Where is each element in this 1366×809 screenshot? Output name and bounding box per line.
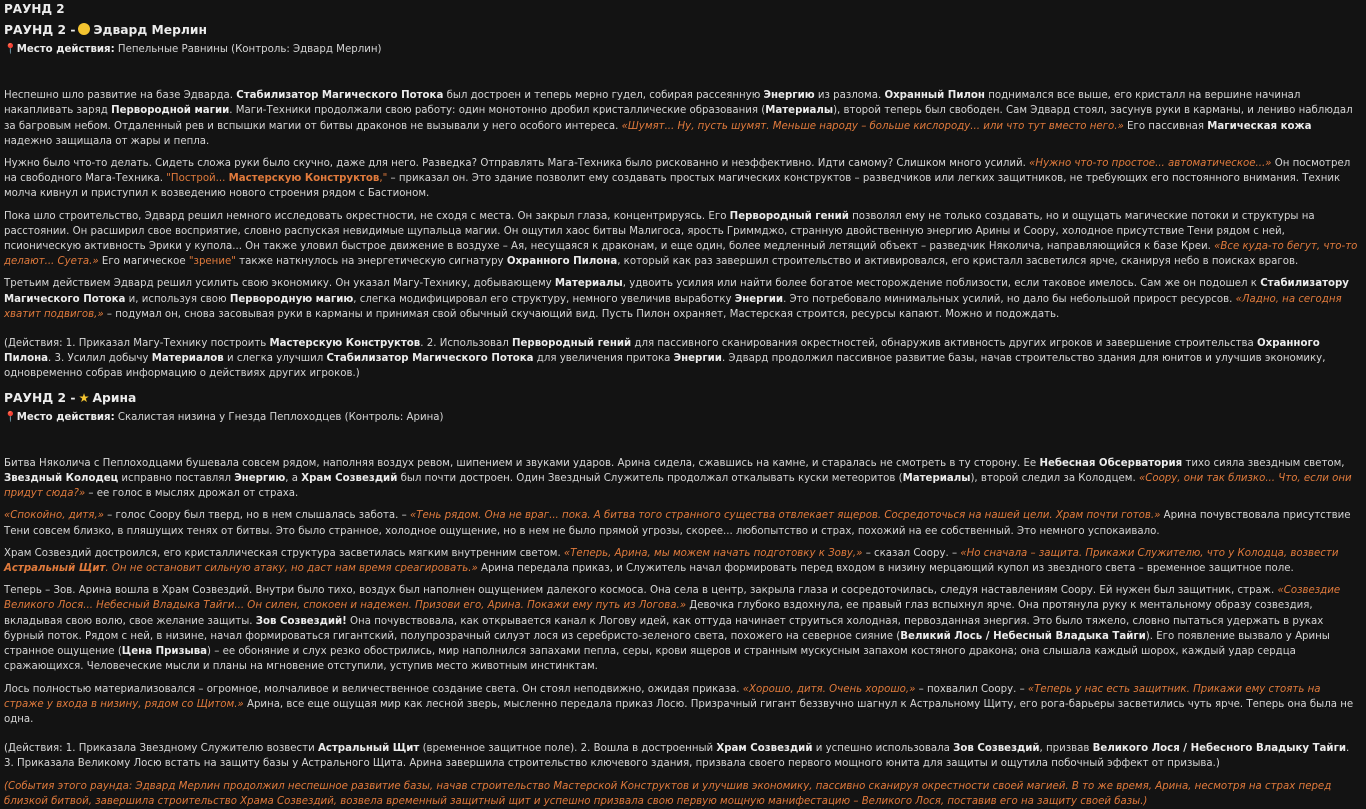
paragraph: Битва Няколича с Пеплоходцами бушевала совсем рядом, наполняя воздух ревом, шипением и звуками ударов. Арина сидела, сжавшись на камне, и старалась не смотреть в ту сторону. Ее Небесная Обсерватория тихо сияла звездным светом, Звездный Колодец исправно поставлял Энергию, а Храм Созвездий был почти достроен. Один Звездный Служитель продолжал откалывать куски метеоритов (Материалы), второй следил за Колодцем. «Соору, они так близко... Что, если они придут сюда?» – ее голос в мыслях дрожал от страха.: [4, 457, 1352, 500]
paragraph: Лось полностью материализовался – огромное, молчаливое и величественное создание света. Он стоял неподвижно, ожидая приказа. «Хорошо, дитя. Очень хорошо,» – похвалил Соору. – «Теперь у нас есть защитник. Прикажи ему стоять на страже у входа в низину, рядом со Щитом.» Арина, все еще ощущая мир как лесной зверь, мысленно передала приказ Лосю. Призрачный гигант беззвучно шагнул к Астральному Щиту, его рога-барьеры засветились чуть ярче. Теперь она была не одна.: [4, 683, 1354, 725]
round-label: РАУНД 2 -: [4, 390, 76, 405]
paragraph: Неспешно шло развитие на базе Эдварда. Стабилизатор Магического Потока был достроен и теперь мерно гудел, собирая рассеянную Энергию из разлома. Охранный Пилон поднимался все выше, его кристалл на вершине начинал накапливать заряд Первородной магии. Маги-Техники продолжали свою работу: один монотонно дробил кристаллические образования (Материалы), второй теперь был свободен. Сам Эдвард стоял, засунув руки в карманы, и лениво наблюдал за багровым небом. Отдаленный рев и вспышки магии от битвы драконов не вызывали у него особого интереса. «Шумят... Ну, пусть шумят. Меньше народу – больше кислороду... или что тут вместо него.» Его пассивная Магическая кожа надежно защищала от жары и пепла.: [4, 90, 1353, 147]
smiley-icon: [78, 23, 90, 35]
actions-paragraph: (Действия: 1. Приказал Магу-Технику построить Мастерскую Конструктов. 2. Использовал Первородный гений для пассивного сканирования окрестностей, обнаружив активность других игроков и завершение строительства Охранного Пилона. 3. Усилил добычу Материалов и слегка улучшил Стабилизатор Магического Потока для увеличения притока Энергии. Эдвард продолжил пассивное развитие базы, начав строительство здания для юнитов и улучшив экономику, одновременно собрав информацию о действиях других игроков.): [4, 338, 1326, 380]
location-value: Скалистая низина у Гнезда Пеплоходцев (Контроль: Арина): [117, 411, 444, 423]
round-summary: (События этого раунда: Эдвард Мерлин продолжил неспешное развитие базы, начав строительство Мастерской Конструктов и улучшив экономику, пассивно сканируя окрестности своей магией. В то же время, Арина, несмотря на страх перед близкой битвой, завершила строительство Храма Созвездий, возвела временный защитный щит и успешно призвала свою первую мощную манифестацию – Великого Лося, поставив его на защиту своей базы.): [4, 780, 1332, 807]
paragraph: Теперь – Зов. Арина вошла в Храм Созвездий. Внутри было тихо, воздух был наполнен ощущением далекого космоса. Она села в центр, закрыла глаза и сосредоточилась, следуя наставлениям Соору. Ей нужен был защитник, страж. «Созвездие Великого Лося... Небесный Владыка Тайги... Он силен, спокоен и надежен. Призови его, Арина. Покажи ему путь из Логова.» Девочка глубоко вздохнула, ее правый глаз вспыхнул ярче. Она протянула руку к ментальному образу созвездия, вкладывая свою волю, свое желание защиты. Зов Созвездий! Она почувствовала, как открывается канал к Логову идей, как оттуда начинает струиться холодная, первозданная энергия. Это было тяжело, словно пытаться удержать в руках бурный поток. Рядом с ней, в низине, начал формироваться гигантский, полупрозрачный силуэт лося из серебристо-зеленого света, похожего на северное сияние (Великий Лось / Небесный Владыка Тайги). Его появление вызвало у Арины странное ощущение (Цена Призыва) – ее обоняние и слух резко обострились, мир наполнился запахами пепла, серы, крови ящеров и странным мускусным запахом костяного дракона; она слышала каждый шорох, каждый удар сердца сражающихся. Человеческие мысли и планы на мгновение отступили, уступив место животным инстинктам.: [4, 585, 1341, 673]
pin-icon: 📍: [4, 44, 17, 55]
paragraph: Третьим действием Эдвард решил усилить свою экономику. Он указал Магу-Технику, добывающему Материалы, удвоить усилия или найти более богатое месторождение поблизости, если таковое имелось. Сам же он подошел к Стабилизатору Магического Потока и, используя свою Первородную магию, слегка модифицировал его структуру, немного увеличив выработку Энергии. Это потребовало минимальных усилий, но дало бы небольшой прирост ресурсов. «Ладно, на сегодня хватит подвигов,» – подумал он, снова засовывая руки в карманы и принимая свой обычный скучающий вид. Пусть Пилон охраняет, Мастерская строится, ресурсы капают. Можно и подождать.: [4, 278, 1349, 320]
player-name: Эдвард Мерлин: [93, 23, 208, 37]
location-value: Пепельные Равнины (Контроль: Эдвард Мерлин): [117, 44, 382, 55]
paragraph: Пока шло строительство, Эдвард решил немного исследовать окрестности, не сходя с места. Он закрыл глаза, концентрируясь. Его Первородный гений позволял ему не только создавать, но и ощущать магические потоки и структуры на расстоянии. Он расширил свое восприятие, словно распуская невидимые щупальца магии. Он ощутил хаос битвы Малигоса, ярость Гриммджо, странную двойственную энергию Арины и Соору, холодное присутствие Тени рядом с ней, псионическую активность Эрики у купола... Он также уловил быстрое движение в воздухе – Ая, несущаяся к драконам, и еще один, более медленный летящий объект – разведчик Няколича, направляющийся к базе Креи. «Все куда-то бегут, что-то делают... Суета.» Его магическое "зрение" также наткнулось на энергетическую сигнатуру Охранного Пилона, который как раз завершил строительство и активировался, его кристалл засветился ярче, сканируя небо в поисках врагов.: [4, 210, 1358, 268]
round-label: РАУНД 2 -: [4, 23, 76, 37]
actions-paragraph: (Действия: 1. Приказала Звездному Служителю возвести Астральный Щит (временное защитное поле). 2. Вошла в достроенный Храм Созвездий и успешно использовала Зов Созвездий, призвав Великого Лося / Небесного Владыку Тайги. 3. Приказала Великому Лосю встать на защиту базы у Астрального Щита. Арина завершила строительство ключевого здания, призвала своего первого мощного юнита для защиты и ощутила побочный эффект от призыва.): [4, 743, 1350, 770]
location-label: Место действия:: [16, 44, 115, 55]
paragraph: «Спокойно, дитя,» – голос Соору был тверд, но в нем слышалась забота. – «Тень рядом. Она не враг... пока. А битва того странного существа отвлекает ящеров. Сосредоточься на нашей цели. Храм почти готов.» Арина почувствовала присутствие Тени совсем близко, в пляшущих тенях от битвы. Это было странное, холодное ощущение, но в нем не было прямой угрозы, скорее... любопытство и страх, похожий на ее собственный. Это немного успокаивало.: [4, 510, 1351, 537]
round-header: РАУНД 2: [4, 2, 65, 16]
location-label: Место действия:: [16, 411, 115, 423]
player-heading-arina: [4, 389, 1362, 407]
location-line: [4, 410, 1362, 425]
pin-icon: 📍: [4, 411, 17, 423]
paragraph: Храм Созвездий достроился, его кристаллическая структура засветилась мягким внутренним светом. «Теперь, Арина, мы можем начать подготовку к Зову,» – сказал Соору. – «Но сначала – защита. Прикажи Служителю, что у Колодца, возвести Астральный Щит. Он не остановит сильную атаку, но даст нам время среагировать.» Арина передала приказ, и Служитель начал формировать перед входом в низину мерцающий купол из звездного света – временное защитное поле.: [4, 547, 1339, 575]
narrative-document: [0, 1, 1366, 809]
player-heading-edward: [4, 21, 1362, 39]
paragraph: Нужно было что-то делать. Сидеть сложа руки было скучно, даже для него. Разведка? Отправлять Мага-Техника было рискованно и неэффективно. Идти самому? Слишком много усилий. «Нужно что-то простое... автоматическое...» Он посмотрел на свободного Мага-Техника. "Построй... Мастерскую Конструктов," – приказал он. Это здание позволит ему создавать простых магических конструктов – разведчиков или легких защитников, не требующих его постоянного внимания. Техник молча кивнул и приступил к возведению нового строения рядом с Бастионом.: [4, 158, 1351, 200]
player-name: Арина: [92, 390, 137, 405]
location-line: [4, 42, 1362, 57]
star-icon: ★: [78, 390, 90, 405]
